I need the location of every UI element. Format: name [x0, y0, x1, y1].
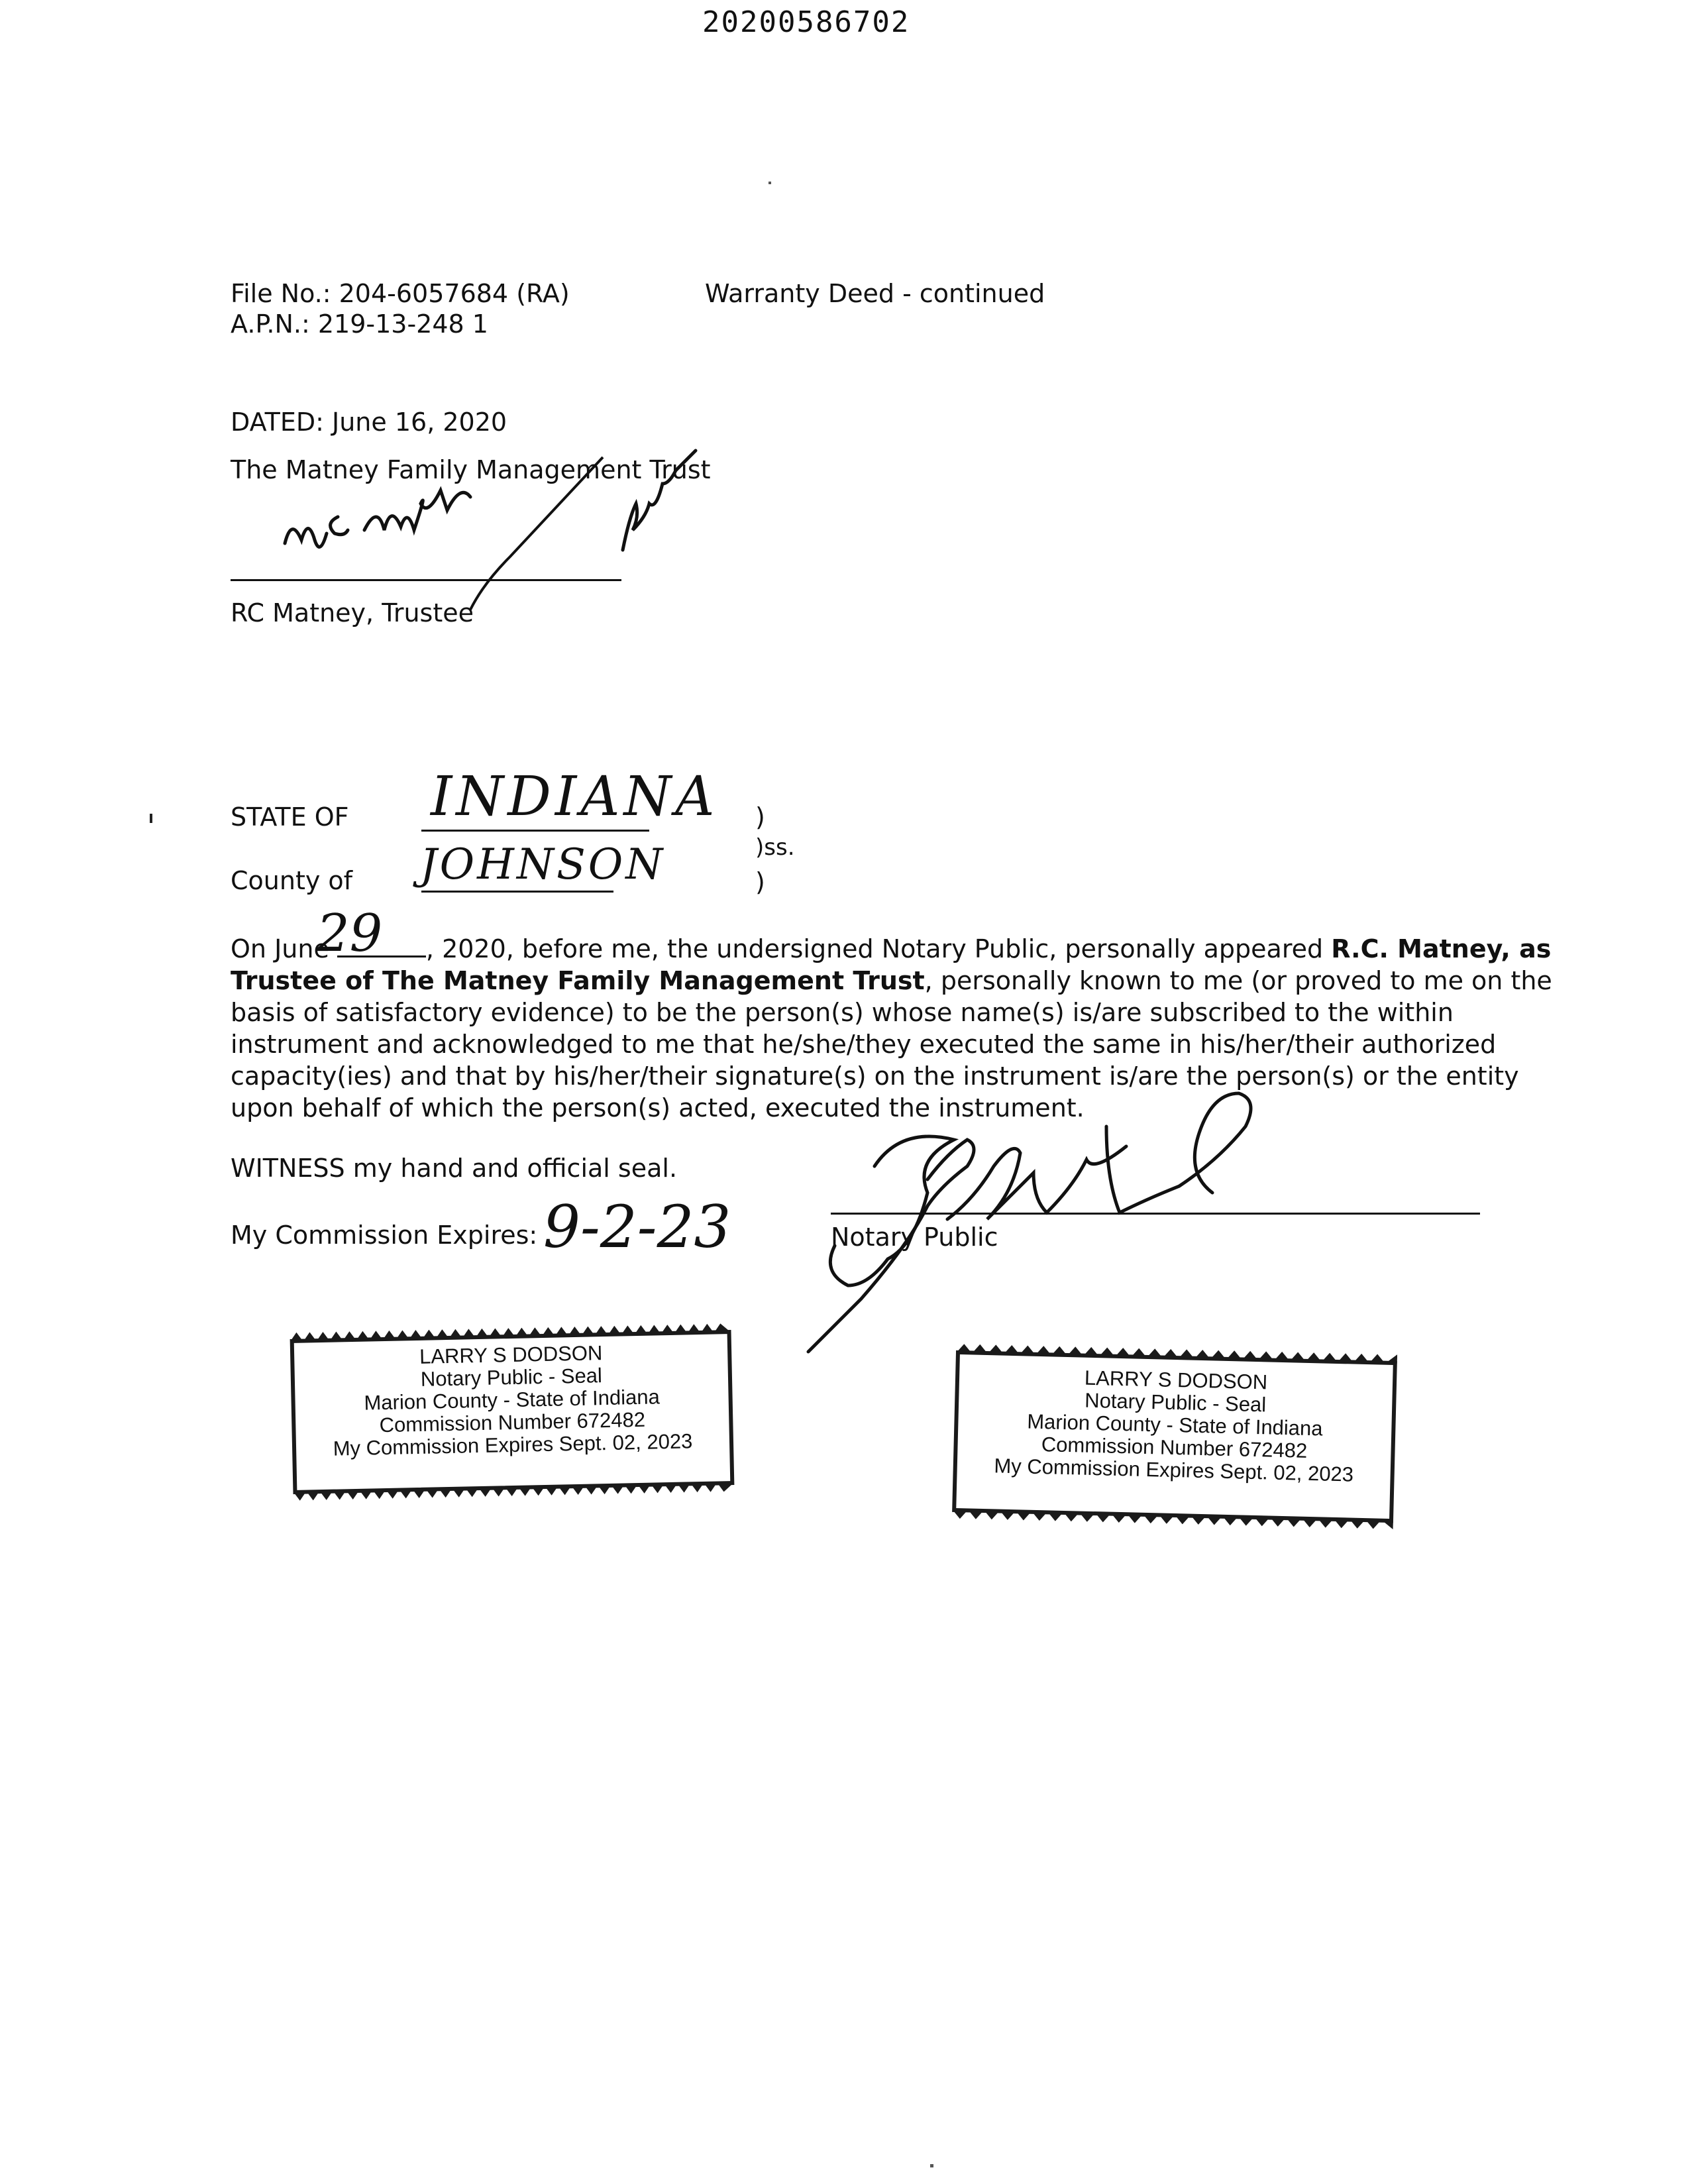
county-label: County of — [231, 866, 353, 895]
commission-label: My Commission Expires: — [231, 1221, 538, 1250]
seal-line: Marion County - State of Indiana — [1026, 1409, 1323, 1441]
seal-line: LARRY S DODSON — [1084, 1366, 1268, 1394]
county-underline — [421, 891, 613, 893]
file-number: File No.: 204-6057684 (RA) — [231, 279, 570, 308]
notary-signature-line — [831, 1213, 1480, 1215]
state-value: INDIANA — [431, 765, 719, 828]
recording-number: 20200586702 — [702, 5, 910, 39]
apn-number: A.P.N.: 219-13-248 1 — [231, 309, 488, 339]
scan-speck — [150, 814, 152, 823]
trustee-signature-line — [231, 579, 621, 581]
ack-line: instrument and acknowledged to me that he/she/they executed the same in his/her/their authorized — [231, 1030, 1497, 1059]
state-label: STATE OF — [231, 802, 349, 832]
state-underline — [421, 830, 649, 832]
commission-value: 9-2-23 — [543, 1193, 731, 1261]
venue-paren-3: ) — [755, 867, 765, 897]
ack-line: basis of satisfactory evidence) to be the person(s) whose name(s) is/are subscribed to the within — [231, 998, 1454, 1027]
seal-line: Notary Public - Seal — [1084, 1388, 1267, 1417]
seal-line: LARRY S DODSON — [419, 1341, 603, 1368]
scan-speck — [768, 182, 771, 184]
ack-line: Trustee of The Matney Family Management Trust, personally known to me (or proved to me on the — [231, 966, 1552, 995]
scan-speck — [930, 2164, 933, 2167]
handwritten-day: 29 — [317, 904, 383, 963]
signer-caption: RC Matney, Trustee — [231, 598, 474, 628]
dated-line: DATED: June 16, 2020 — [231, 408, 507, 437]
ack-line: capacity(ies) and that by his/her/their signature(s) on the instrument is/are the person(s) or the entity — [231, 1062, 1519, 1091]
seal-line: Commission Number 672482 — [1041, 1433, 1308, 1462]
witness-text: WITNESS my hand and official seal. — [231, 1154, 678, 1183]
county-value: JOHNSON — [420, 840, 666, 889]
seal-line: Marion County - State of Indiana — [364, 1385, 661, 1415]
ack-line: upon behalf of which the person(s) acted, executed the instrument. — [231, 1093, 1085, 1122]
seal-line: My Commission Expires Sept. 02, 2023 — [994, 1454, 1354, 1486]
trustee-signature — [265, 451, 729, 623]
notary-seal — [290, 1330, 735, 1494]
ack-line: On June , 2020, before me, the undersigned Notary Public, personally appeared R.C. Matney, as — [231, 934, 1552, 963]
notary-caption: Notary Public — [831, 1223, 998, 1252]
grantor-name: The Matney Family Management Trust — [231, 455, 711, 484]
venue-ss: )ss. — [755, 834, 795, 861]
seal-line: My Commission Expires Sept. 02, 2023 — [333, 1429, 693, 1460]
document-title: Warranty Deed - continued — [705, 279, 1045, 308]
seal-line: Commission Number 672482 — [379, 1407, 646, 1437]
notary-seal — [952, 1350, 1397, 1523]
seal-line: Notary Public - Seal — [420, 1364, 603, 1391]
venue-paren-1: ) — [755, 802, 765, 832]
